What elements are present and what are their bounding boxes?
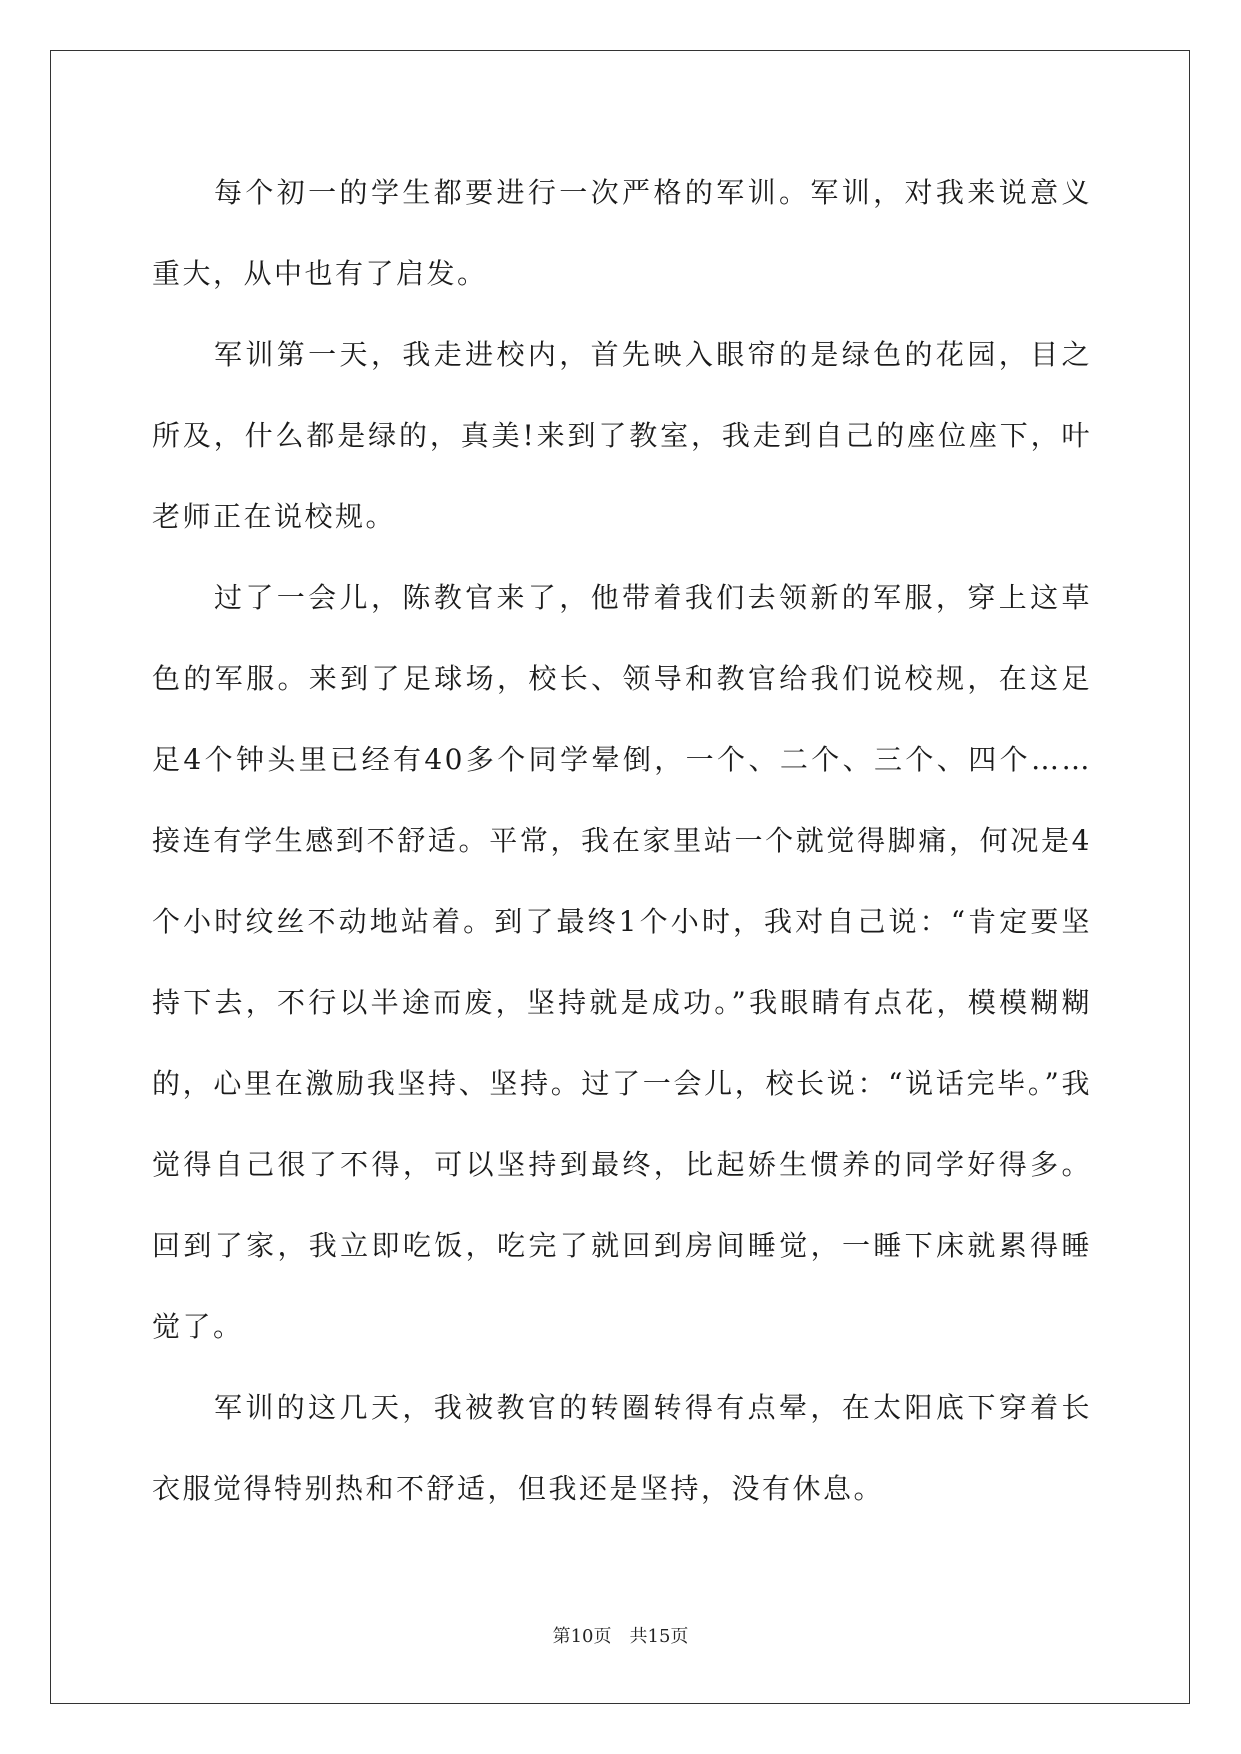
paragraph-1: 每个初一的学生都要进行一次严格的军训。军训，对我来说意义重大，从中也有了启发。: [152, 176, 1092, 290]
page-number-current: 第10页: [552, 1626, 612, 1647]
document-body: [152, 152, 1092, 1529]
paragraph-4: 军训的这几天，我被教官的转圈转得有点晕，在太阳底下穿着长衣服觉得特别热和不舒适，但我还是坚持，没有休息。: [152, 1391, 1092, 1505]
page-footer: [0, 1622, 1241, 1648]
paragraph-2: 军训第一天，我走进校内，首先映入眼帘的是绿色的花园，目之所及，什么都是绿的，真美!来到了教室，我走到自己的座位座下，叶老师正在说校规。: [152, 338, 1092, 533]
page-number-total: 共15页: [629, 1626, 689, 1647]
paragraph-3: 过了一会儿，陈教官来了，他带着我们去领新的军服，穿上这草色的军服。来到了足球场，校长、领导和教官给我们说校规，在这足足4个钟头里已经有40多个同学晕倒，一个、二个、三个、四个……接连有学生感到不舒适。平常，我在家里站一个就觉得脚痛，何况是4个小时纹丝不动地站着。到了最终1个小时，我对自己说：“肯定要坚持下去，不行以半途而废，坚持就是成功。”我眼睛有点花，模模糊糊的，心里在激励我坚持、坚持。过了一会儿，校长说：“说话完毕。”我觉得自己很了不得，可以坚持到最终，比起娇生惯养的同学好得多。回到了家，我立即吃饭，吃完了就回到房间睡觉，一睡下床就累得睡觉了。: [152, 581, 1092, 1343]
